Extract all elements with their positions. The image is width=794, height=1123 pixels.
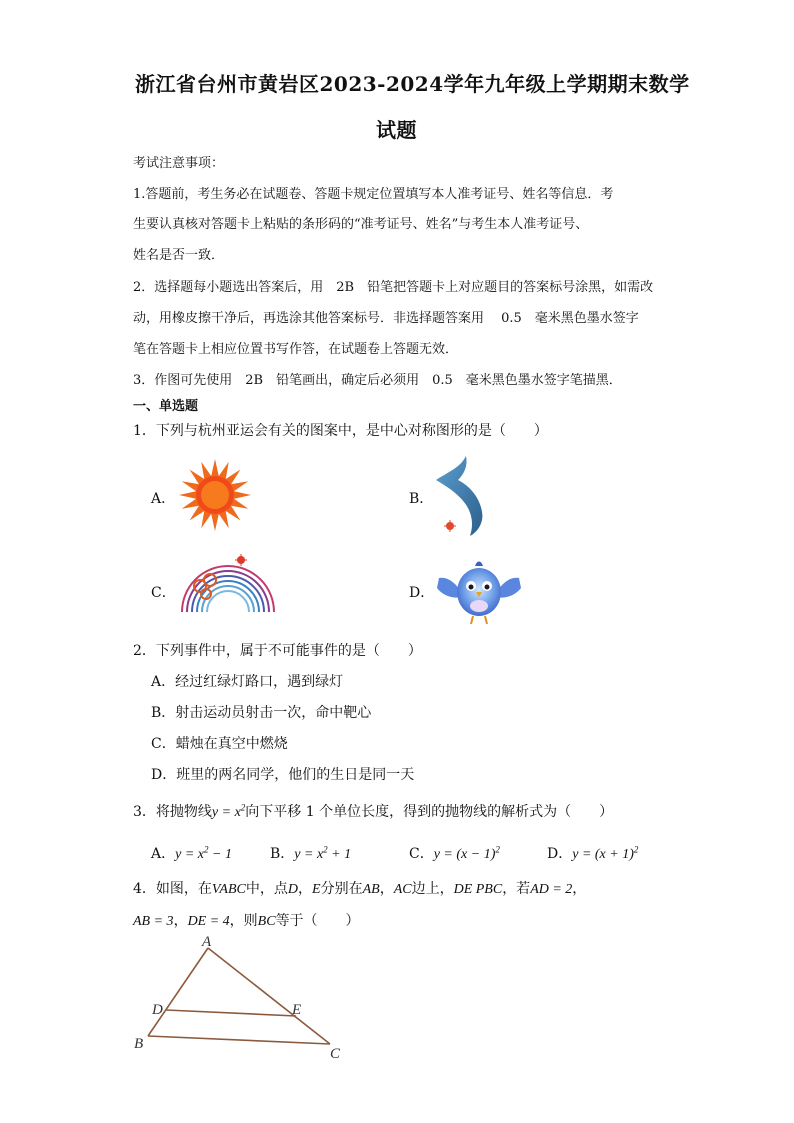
q3-stem-prefix: 3．将抛物线: [133, 804, 212, 820]
q3-option-d: [547, 843, 638, 863]
question-3-stem: [133, 801, 613, 821]
q2-option-b: B．射击运动员射击一次，命中靶心: [151, 705, 372, 721]
q3-option-c-expression: $y = (x - 1)^2$: [433, 844, 500, 862]
q4-text: 等于（ ）: [275, 913, 360, 929]
q4-text: 4．如图，在: [133, 881, 212, 897]
question-2-stem: 2．下列事件中，属于不可能事件的是（ ）: [133, 643, 422, 659]
q4-text: 中，点: [245, 881, 288, 897]
segment-de: [166, 1010, 296, 1016]
q4-text: 边上，: [411, 881, 454, 897]
q4-text: ，: [379, 881, 394, 897]
section-heading: 一、单选题: [133, 399, 199, 414]
q3-option-a-expression: $y = x^2 - 1$: [175, 844, 232, 862]
q4-math: AC: [393, 882, 412, 897]
question-1-stem: 1．下列与杭州亚运会有关的图案中，是中心对称图形的是（ ）: [133, 423, 548, 439]
q3-option-c: [409, 843, 500, 863]
vertex-label-d: D: [152, 1002, 163, 1018]
q4-math: VABC: [211, 882, 246, 897]
q3-option-c-label: C．: [409, 846, 434, 862]
notice-line: 笔在答题卡上相应位置书写作答，在试题卷上答题无效．: [133, 342, 459, 357]
notice-line: 动，用橡皮擦干净后，再选涂其他答案标号．非选择题答案用 0.5 毫米黑色墨水签字: [133, 311, 639, 326]
sun-emblem-image: [178, 458, 252, 536]
notice-line: 姓名是否一致．: [133, 248, 225, 263]
q4-text: 分别在: [320, 881, 363, 897]
q3-parabola-expression: $y = x^2$: [211, 802, 246, 820]
q3-option-d-expression: $y = (x + 1)^2$: [572, 844, 639, 862]
question-4-stem-line1: 4．如图，在VABC中，点D，E分别在AB，AC边上，DE PBC，若AD = 2，: [133, 881, 587, 897]
q1-option-c-label: C．: [151, 585, 176, 601]
notice-line: 1.答题前，考生务必在试题卷、答题卡规定位置填写本人准考证号、姓名等信息．考: [133, 187, 614, 202]
q4-math: D: [287, 882, 299, 897]
vertex-label-a: A: [202, 934, 212, 950]
fish-tail-emblem-image: [430, 452, 500, 542]
vertex-label-b: B: [134, 1036, 144, 1052]
q4-math: AB = 3: [133, 914, 174, 929]
q4-text: ，若: [502, 881, 531, 897]
q3-stem-suffix: 向下平移 1 个单位长度，得到的抛物线的解析式为（ ）: [245, 804, 614, 820]
side-ab: [148, 948, 208, 1036]
side-bc: [148, 1036, 330, 1044]
rainbow-emblem-image: [178, 550, 278, 620]
q4-math: AD = 2: [530, 882, 573, 897]
q4-math: BC: [257, 914, 276, 929]
q3-option-b-expression: $y = x^2 + 1$: [294, 844, 352, 862]
page-title-line2: 试题: [376, 118, 417, 142]
q2-option-d: D．班里的两名同学，他们的生日是同一天: [151, 767, 415, 783]
q4-math: AB: [362, 882, 380, 897]
q4-math: E: [312, 882, 321, 897]
notice-heading: 考试注意事项：: [133, 156, 225, 171]
q4-text: ，则: [229, 913, 258, 929]
q4-math: DE = 4: [187, 914, 230, 929]
mascot-bird-image: [433, 558, 525, 630]
side-ac: [208, 948, 330, 1044]
notice-line: 生要认真核对答题卡上粘贴的条形码的“准考证号、姓名”与考生本人准考证号、: [133, 217, 589, 232]
q1-option-d-label: D．: [409, 585, 435, 601]
page-title-line1: 浙江省台州市黄岩区2023-2024学年九年级上学期期末数学: [135, 72, 690, 96]
notice-line: 3．作图可先使用 2B 铅笔画出，确定后必须用 0.5 毫米黑色墨水签字笔描黑．: [133, 373, 622, 388]
vertex-label-c: C: [330, 1046, 341, 1062]
q3-option-b-label: B．: [270, 846, 295, 862]
q1-option-a-label: A．: [151, 491, 176, 507]
q4-text: ，: [173, 913, 188, 929]
q3-option-a: [151, 843, 232, 863]
q4-math: DE PBC: [453, 882, 503, 897]
vertex-label-e: E: [292, 1002, 302, 1018]
q1-option-b-label: B．: [409, 491, 434, 507]
q3-option-b: [270, 843, 351, 863]
question-4-stem-line2: [133, 910, 360, 930]
q3-option-d-label: D．: [547, 846, 573, 862]
q4-text: ，: [298, 881, 313, 897]
q2-option-c: C．蜡烛在真空中燃烧: [151, 736, 288, 752]
notice-line: 2．选择题每小题选出答案后，用 2B 铅笔把答题卡上对应题目的答案标号涂黑，如需改: [133, 280, 654, 295]
q4-triangle-figure: [130, 932, 360, 1066]
q3-option-a-label: A．: [151, 846, 176, 862]
q2-option-a: A．经过红绿灯路口，遇到绿灯: [151, 674, 344, 690]
